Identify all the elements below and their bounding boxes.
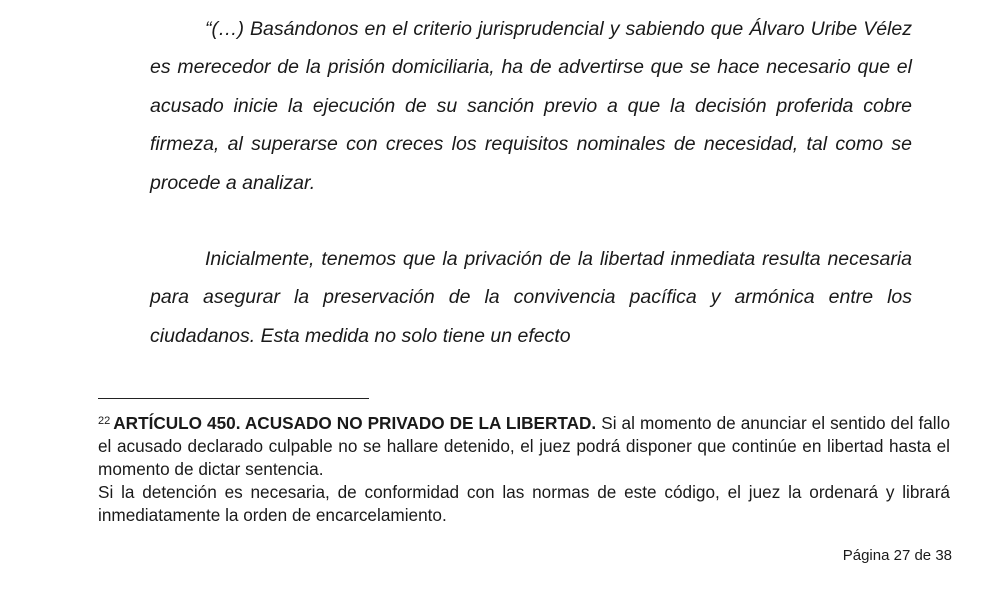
footnote-paragraph-1 [98,410,950,481]
footnote-paragraph-2: Si la detención es necesaria, de conformidad con las normas de este código, el juez la ordenará y librará inmediatamente la orden de encarcelamiento. [98,482,950,525]
footnote-heading: ARTÍCULO 450. ACUSADO NO PRIVADO DE LA LIBERTAD. [113,413,597,433]
quoted-paragraph: “(…) Basándonos en el criterio jurisprudencial y sabiendo que Álvaro Uribe Vélez es merecedor de la prisión domiciliaria, ha de advertirse que se hace necesario que el acusado inicie la ejecución de su sanción previo a que la decisión proferida cobre firmeza, al superarse con creces los requisitos nominales de necesidad, tal como se procede a analizar. [150,18,912,194]
footnote [98,410,950,527]
footnote-text: Si al momento de anunciar el sentido del fallo el acusado declarado culpable no se hallare detenido, el juez podrá disponer que continúe en libertad hasta el momento de dictar sentencia. [98,413,951,479]
page-number: Página 27 de 38 [842,547,952,564]
footnote-number: 22 [98,415,111,427]
body-paragraph: Inicialmente, tenemos que la privación de la libertad inmediata resulta necesaria para asegurar la preservación de la convivencia pacífica y armónica entre los ciudadanos. Esta medida no solo tiene un efecto [150,248,912,347]
footnote-separator [98,398,369,399]
